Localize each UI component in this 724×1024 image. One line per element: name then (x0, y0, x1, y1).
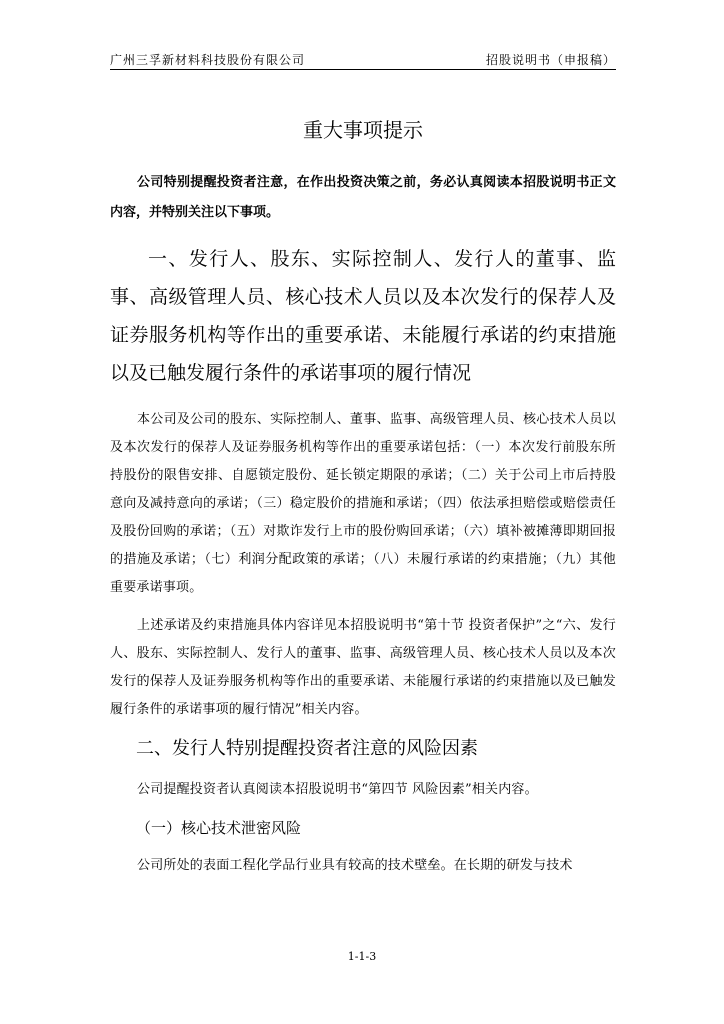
subsection-1-heading: （一）核心技术泄密风险 (136, 819, 302, 837)
page-header (110, 51, 616, 70)
document-body (110, 105, 616, 890)
document-title: 重大事项提示 (303, 118, 423, 142)
header-company-name: 广州三孚新材料科技股份有限公司 (110, 53, 306, 67)
section-1-paragraph-1: 本公司及公司的股东、实际控制人、董事、监事、高级管理人员、核心技术人员以及本次发行的保荐人及证券服务机构等作出的重要承诺包括：（一）本次发行前股东所持股份的限售安排、自愿锁定股份、延长锁定期限的承诺；（二）关于公司上市后持股意向及减持意向的承诺；（三）稳定股价的措施和承诺；（四）依法承担赔偿或赔偿责任及股份回购的承诺；（五）对欺诈发行上市的股份购回承诺；（六）填补被摊薄即期回报的措施及承诺；（七）利润分配政策的承诺；（八）未履行承诺的约束措施；（九）其他重要承诺事项。 (110, 412, 616, 595)
section-2-heading: 二、发行人特别提醒投资者注意的风险因素 (136, 738, 478, 759)
header-document-type: 招股说明书（申报稿） (485, 53, 616, 67)
page-number: 1-1-3 (347, 950, 377, 963)
section-1-heading: 一、发行人、股东、实际控制人、发行人的董事、监事、高级管理人员、核心技术人员以及本次发行的保荐人及证券服务机构等作出的重要承诺、未能履行承诺的约束措施以及已触发履行条件的承诺事项的履行情况 (110, 248, 616, 384)
section-2-paragraph-1: 公司提醒投资者认真阅读本招股说明书“第四节 风险因素”相关内容。 (137, 782, 538, 797)
investor-notice: 公司特别提醒投资者注意，在作出投资决策之前，务必认真阅读本招股说明书正文内容，并特别关注以下事项。 (110, 175, 616, 220)
subsection-1-paragraph-1: 公司所处的表面工程化学品行业具有较高的技术壁垒。在长期的研发与技术 (137, 858, 573, 873)
section-1-paragraph-2: 上述承诺及约束措施具体内容详见本招股说明书“第十节 投资者保护”之“六、发行人、股东、实际控制人、发行人的董事、监事、高级管理人员、核心技术人员以及本次发行的保荐人及证券服务机构等作出的重要承诺、未能履行承诺的约束措施以及已触发履行条件的承诺事项的履行情况”相关内容。 (110, 618, 616, 717)
